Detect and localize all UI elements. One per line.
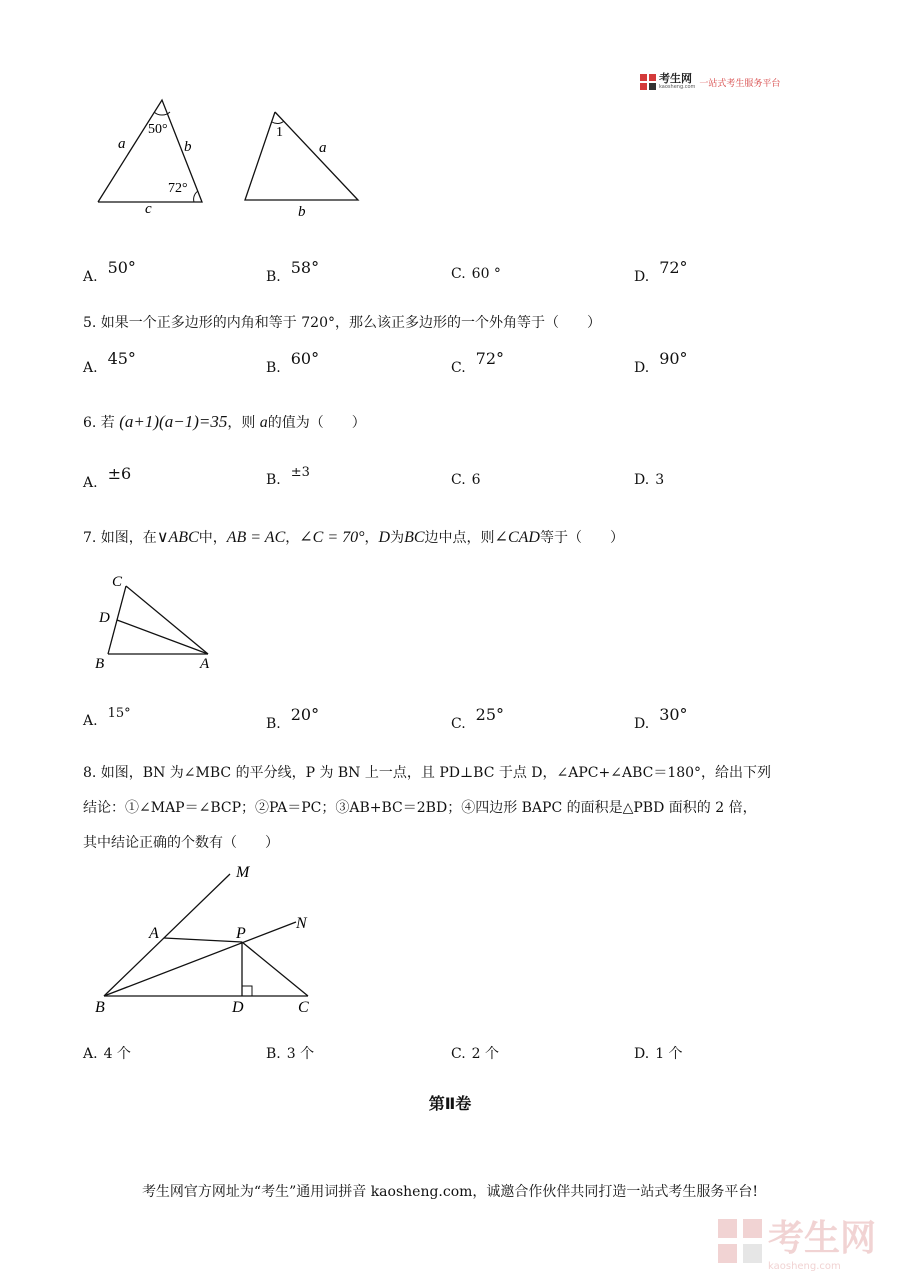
q5-option-c[interactable]: C. 72° xyxy=(451,349,505,376)
q7-stem: 7. 如图，在∨ABC中，AB = AC，∠C = 70°，D为BC边中点，则∠CAD等于（ ） xyxy=(83,529,624,546)
q8-stem-line2: 结论：①∠MAP＝∠BCP；②PA＝PC；③AB+BC＝2BD；④四边形 BAPC 的面积是△PBD 面积的 2 倍， xyxy=(83,800,757,816)
q7-option-b[interactable]: B. 20° xyxy=(266,705,320,732)
q6-stem: 6. 若 (a+1)(a−1)=35，则 a的值为（ ） xyxy=(83,412,366,431)
tri1-label-a: a xyxy=(118,136,126,152)
watermark-name: 考生网 xyxy=(768,1218,877,1259)
q8-stem-line1: 8. 如图，BN 为∠MBC 的平分线，P 为 BN 上一点，且 PD⊥BC 于点 D，∠APC+∠ABC＝180°，给出下列 xyxy=(83,765,772,781)
tri1-label-b: b xyxy=(184,139,192,155)
q4-option-d[interactable]: D. 72° xyxy=(634,258,688,285)
watermark-logo-icon xyxy=(718,1219,762,1263)
q5-stem: 5. 如果一个正多边形的内角和等于 720°，那么该正多边形的一个外角等于（ ） xyxy=(83,315,601,331)
q6-equation: (a+1)(a−1)=35 xyxy=(119,412,228,431)
tri1-angle-right: 72° xyxy=(168,181,188,196)
q7-option-c[interactable]: C. 25° xyxy=(451,705,505,732)
q8-option-a[interactable]: A. 4 个 xyxy=(83,1046,131,1062)
q7-option-a[interactable]: A. 15° xyxy=(83,706,131,729)
footer-text: 考生网官方网址为“考生”通用词拼音 kaosheng.com，诚邀合作伙伴共同打造一站式考生服务平台! xyxy=(141,1184,759,1200)
q4-triangle-2 xyxy=(245,112,358,220)
q4-triangle-1 xyxy=(98,100,202,217)
watermark-domain: kaosheng.com xyxy=(768,1261,841,1272)
tri2-label-b: b xyxy=(298,204,306,220)
tri2-angle-1: 1 xyxy=(276,125,283,140)
q5-option-a[interactable]: A. 45° xyxy=(83,349,136,376)
q6-variable: a xyxy=(259,414,268,431)
logo-domain: kaosheng.com xyxy=(659,84,696,90)
q8-option-d[interactable]: D. 1 个 xyxy=(634,1046,683,1062)
q4-figure xyxy=(90,92,370,222)
q6-option-d[interactable]: D. 3 xyxy=(634,472,665,488)
q8-label-d: D xyxy=(232,999,244,1016)
q5-option-b[interactable]: B. 60° xyxy=(266,349,320,376)
q6-option-c[interactable]: C. 6 xyxy=(451,472,481,488)
q8-stem-line3: 其中结论正确的个数有（ ） xyxy=(83,835,279,851)
watermark xyxy=(718,1210,876,1272)
q8-option-b[interactable]: B. 3 个 xyxy=(266,1046,315,1062)
q6-option-b[interactable]: B. ±3 xyxy=(266,465,310,488)
q8-label-n: N xyxy=(296,915,307,932)
q7-figure xyxy=(90,570,230,675)
q4-option-c[interactable]: C. 60 ° xyxy=(451,266,501,282)
tri2-label-a: a xyxy=(319,140,327,156)
q7-option-d[interactable]: D. 30° xyxy=(634,705,688,732)
header-logo xyxy=(640,74,780,90)
q7-label-a: A xyxy=(200,656,210,672)
q8-label-m: M xyxy=(236,864,250,881)
q8-label-c: C xyxy=(298,999,309,1016)
q7-label-b: B xyxy=(95,656,105,672)
q4-option-b[interactable]: B. 58° xyxy=(266,258,320,285)
q4-option-a[interactable]: A. 50° xyxy=(83,258,136,285)
q7-label-d: D xyxy=(99,610,110,626)
q5-option-d[interactable]: D. 90° xyxy=(634,349,688,376)
q8-label-p: P xyxy=(236,925,246,942)
section-title: 第Ⅱ卷 xyxy=(428,1094,472,1113)
q8-option-c[interactable]: C. 2 个 xyxy=(451,1046,500,1062)
q6-option-a[interactable]: A. ±6 xyxy=(83,464,132,491)
tri1-label-c: c xyxy=(145,201,152,217)
q7-label-c: C xyxy=(112,574,123,590)
tri1-angle-top: 50° xyxy=(148,122,168,137)
kaosheng-logo-icon xyxy=(640,74,656,90)
header-slogan: 一站式考生服务平台 xyxy=(699,78,781,89)
q8-label-a: A xyxy=(149,925,159,942)
q8-figure xyxy=(90,858,330,1020)
q8-label-b: B xyxy=(95,999,105,1016)
logo-name: 考生网 xyxy=(659,72,692,85)
